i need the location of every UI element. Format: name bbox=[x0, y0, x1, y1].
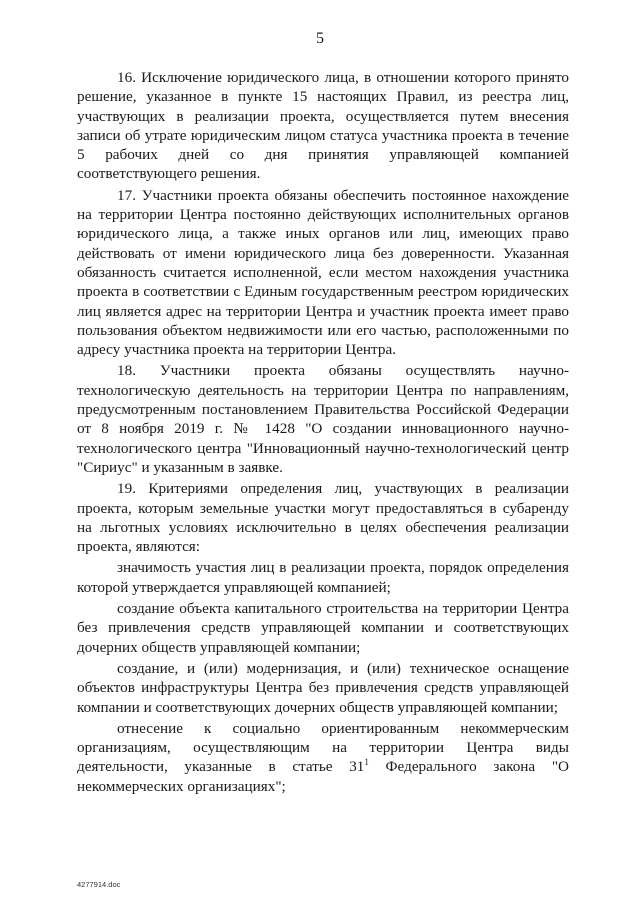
criterion-nonprofit-law: Федерального закона "О некоммерческих организациях"; bbox=[77, 758, 569, 795]
paragraph-18: 18. Участники проекта обязаны осуществлять научно-технологическую деятельность на территории Центра по направлениям, предусмотренным постановлением Правительства Российской Федерации от 8 ноября 2019 г. № 1428 "О создании инновационного научно-технологического центра "Инновационный научно-технологический центр "Сириус" и указанным в заявке. bbox=[77, 362, 569, 476]
criterion-infrastructure: создание, и (или) модернизация, и (или) техническое оснащение объектов инфраструктуры Центра без привлечения средств управляющей компании и соответствующих дочерних обществ управляющей компании; bbox=[77, 659, 569, 716]
paragraph-16: 16. Исключение юридического лица, в отношении которого принято решение, указанное в пункте 15 настоящих Правил, из реестра лиц, участвующих в реализации проекта, осуществляется путем внесения записи об утрате юридическим лицом статуса участника проекта в течение 5 рабочих дней со дня принятия управляющей компанией соответствующего решения. bbox=[77, 69, 569, 183]
paragraph-17: 17. Участники проекта обязаны обеспечить постоянное нахождение на территории Центра постоянно действующих исполнительных органов юридического лица, а также иных органов или лиц, имеющих право действовать от имени юридического лица без доверенности. Указанная обязанность считается исполненной, если местом нахождения участника проекта в соответствии с Единым государственным реестром юридических лиц является адрес на территории Центра и участник проекта имеет право пользования объектом недвижимости или его частью, расположенными по адресу участника проекта на территории Центра. bbox=[77, 186, 569, 359]
page-number: 5 bbox=[316, 30, 324, 47]
criterion-nonprofit bbox=[77, 719, 569, 796]
criterion-construction: создание объекта капитального строительства на территории Центра без привлечения средств управляющей компании и соответствующих дочерних обществ управляющей компании; bbox=[77, 600, 569, 656]
article-superscript: 1 bbox=[364, 757, 369, 768]
criterion-nonprofit-text: отнесение к социально ориентированным некоммерческим организациям, осуществляющим на территории Центра виды деятельности, указанные в статье 31 bbox=[77, 719, 569, 776]
file-code: 4277914.doc bbox=[77, 880, 121, 889]
document-body bbox=[77, 68, 569, 798]
criterion-significance: значимость участия лиц в реализации проекта, порядок определения которой утверждается управляющей компанией; bbox=[77, 559, 569, 596]
paragraph-19: 19. Критериями определения лиц, участвующих в реализации проекта, которым земельные участки могут предоставляться в субаренду на льготных условиях исключительно в целях обеспечения реализации проекта, являются: bbox=[77, 480, 569, 556]
